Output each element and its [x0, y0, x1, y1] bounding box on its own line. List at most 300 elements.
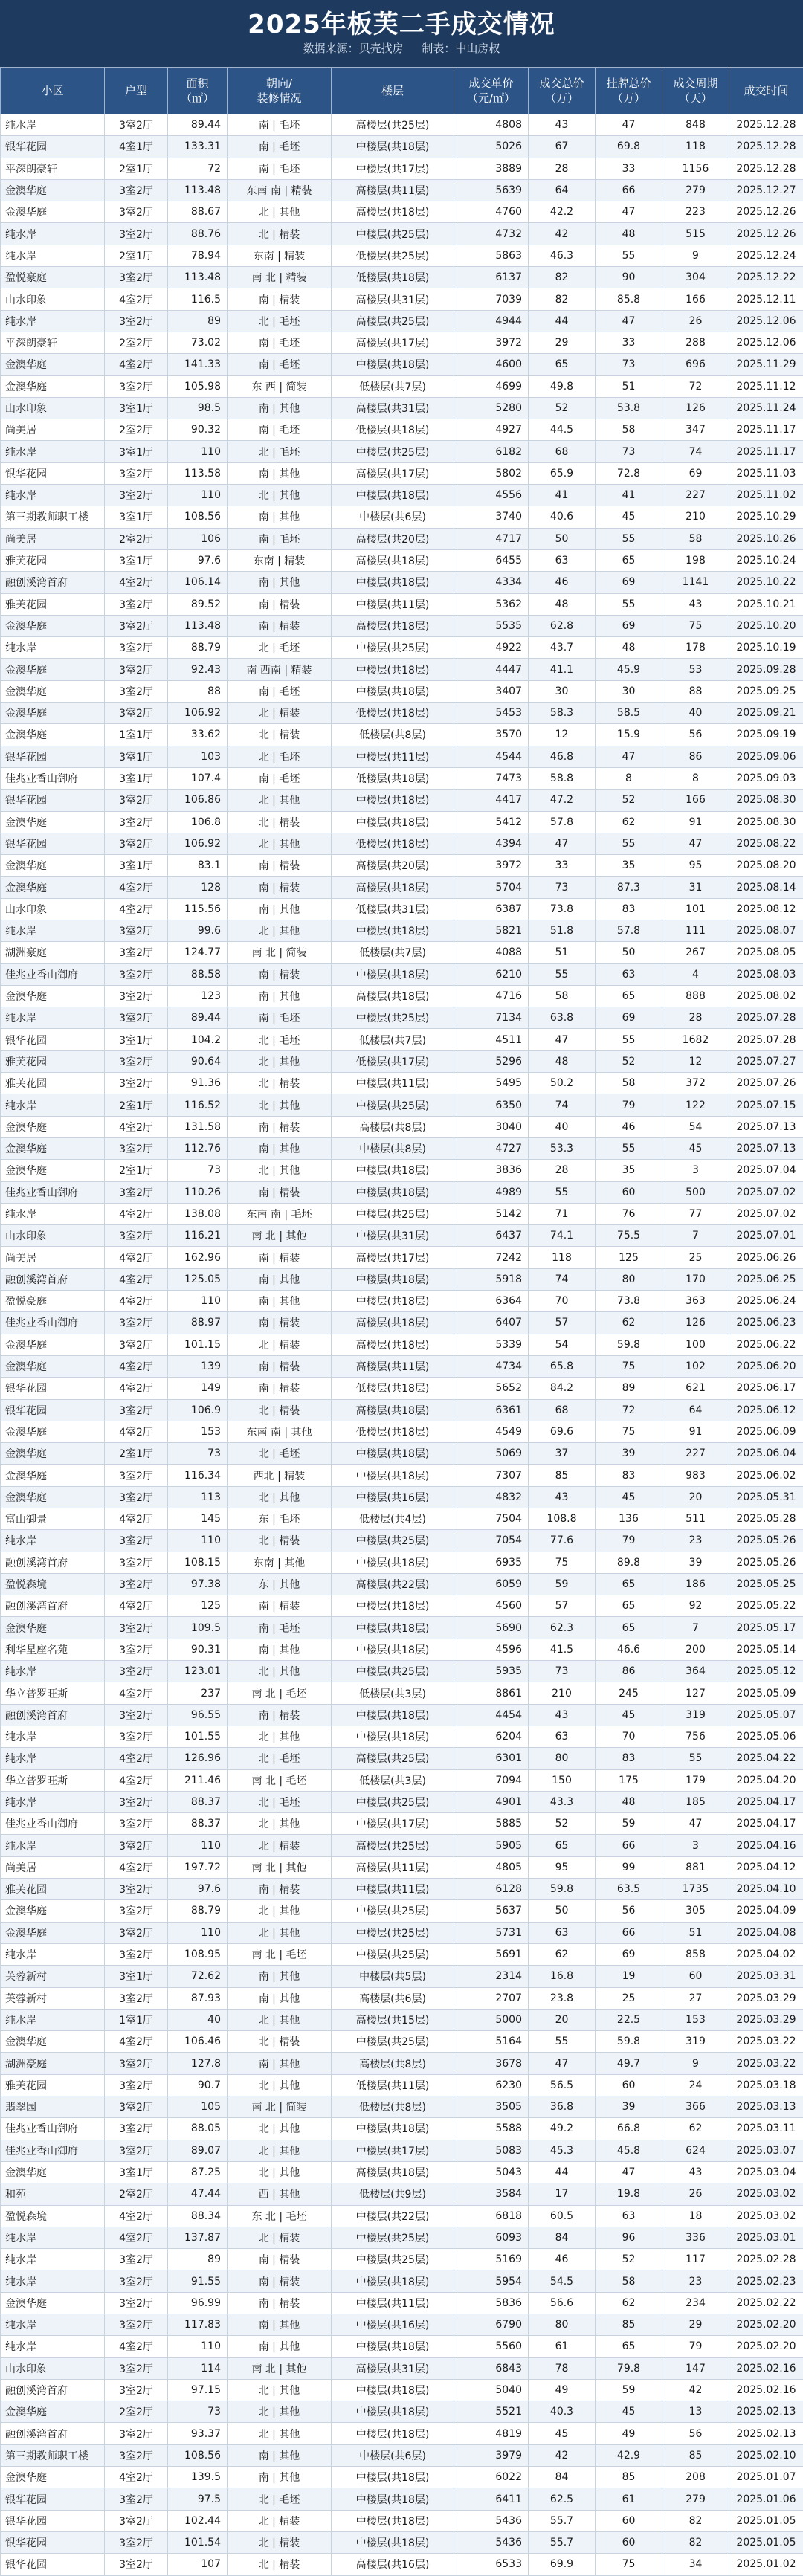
- cell-list-price: 75.5: [596, 1225, 662, 1247]
- cell-deal-price: 82: [529, 267, 596, 288]
- cell-unit-price: 2707: [454, 1987, 529, 2009]
- cell-floor: 高楼层(共18层): [332, 985, 454, 1007]
- cell-orientation: 南 | 毛坯: [228, 1617, 332, 1639]
- cell-deal-price: 51: [529, 942, 596, 963]
- cell-list-price: 75: [596, 1355, 662, 1377]
- cell-orientation: 北 | 毛坯: [228, 1791, 332, 1812]
- cell-unit-price: 5863: [454, 245, 529, 266]
- cell-date: 2025.04.02: [729, 1943, 803, 1965]
- cell-community: 纯水岸: [1, 2336, 105, 2357]
- cell-unit-price: 5954: [454, 2270, 529, 2292]
- table-row: [1, 310, 803, 332]
- cell-unit-price: 4394: [454, 833, 529, 854]
- cell-deal-price: 28: [529, 1160, 596, 1181]
- cell-date: 2025.05.14: [729, 1639, 803, 1660]
- cell-community: 第三期教师职工楼: [1, 2444, 105, 2466]
- cell-deal-price: 43: [529, 1486, 596, 1508]
- cell-cycle: 45: [662, 1137, 729, 1159]
- cell-list-price: 52: [596, 790, 662, 811]
- cell-orientation: 东南 南 | 其他: [228, 1421, 332, 1442]
- cell-list-price: 66: [596, 1922, 662, 1943]
- cell-area: 89: [168, 310, 228, 332]
- cell-cycle: 126: [662, 397, 729, 419]
- cell-layout: 2室2厅: [105, 419, 168, 441]
- cell-layout: 3室2厅: [105, 1225, 168, 1247]
- cell-orientation: 南 | 其他: [228, 2314, 332, 2335]
- cell-floor: 中楼层(共6层): [332, 506, 454, 528]
- cell-orientation: 西北 | 精装: [228, 1465, 332, 1486]
- cell-floor: 中楼层(共17层): [332, 1813, 454, 1835]
- cell-floor: 中楼层(共18层): [332, 136, 454, 158]
- cell-cycle: 51: [662, 1922, 729, 1943]
- table-row: [1, 375, 803, 397]
- cell-layout: 3室1厅: [105, 397, 168, 419]
- cell-orientation: 南 | 其他: [228, 2444, 332, 2466]
- cell-list-price: 45: [596, 506, 662, 528]
- cell-area: 108.95: [168, 1943, 228, 1965]
- cell-layout: 4室2厅: [105, 2031, 168, 2053]
- cell-area: 110: [168, 441, 228, 462]
- cell-date: 2025.08.20: [729, 855, 803, 877]
- cell-area: 33.62: [168, 724, 228, 746]
- cell-unit-price: 6364: [454, 1291, 529, 1312]
- cell-orientation: 北 | 精装: [228, 223, 332, 245]
- cell-layout: 3室2厅: [105, 267, 168, 288]
- cell-deal-price: 80: [529, 2314, 596, 2335]
- cell-deal-price: 45: [529, 2423, 596, 2444]
- table-row: [1, 114, 803, 136]
- cell-layout: 3室2厅: [105, 1552, 168, 1573]
- cell-list-price: 66: [596, 1835, 662, 1856]
- cell-date: 2025.11.24: [729, 397, 803, 419]
- cell-floor: 低楼层(共8层): [332, 2096, 454, 2118]
- cell-orientation: 北 | 精装: [228, 2554, 332, 2575]
- cell-date: 2025.03.22: [729, 2031, 803, 2053]
- table-row: [1, 659, 803, 680]
- cell-deal-price: 55: [529, 1181, 596, 1203]
- cell-orientation: 北 | 其他: [228, 1050, 332, 1072]
- cell-list-price: 35: [596, 1160, 662, 1181]
- cell-floor: 低楼层(共31层): [332, 898, 454, 920]
- subtitle: [0, 40, 803, 57]
- table-row: [1, 572, 803, 593]
- cell-floor: 低楼层(共25层): [332, 245, 454, 266]
- cell-orientation: 南 | 精装: [228, 1312, 332, 1334]
- table-row: [1, 1355, 803, 1377]
- cell-orientation: 南 北 | 简装: [228, 942, 332, 963]
- cell-community: 金澳华庭: [1, 201, 105, 223]
- cell-date: 2025.02.10: [729, 2444, 803, 2466]
- table-row: [1, 1900, 803, 1922]
- cell-date: 2025.06.02: [729, 1465, 803, 1486]
- cell-deal-price: 51.8: [529, 920, 596, 941]
- col-header-date: 成交时间: [729, 68, 803, 114]
- cell-orientation: 北 | 毛坯: [228, 1443, 332, 1465]
- cell-area: 88.79: [168, 637, 228, 659]
- cell-cycle: 91: [662, 1421, 729, 1442]
- cell-list-price: 15.9: [596, 724, 662, 746]
- cell-unit-price: 4088: [454, 942, 529, 963]
- cell-deal-price: 118: [529, 1247, 596, 1268]
- cell-layout: 4室2厅: [105, 1682, 168, 1704]
- cell-layout: 3室2厅: [105, 1073, 168, 1094]
- cell-cycle: 1735: [662, 1879, 729, 1900]
- cell-cycle: 7: [662, 1617, 729, 1639]
- cell-unit-price: 5043: [454, 2161, 529, 2183]
- cell-layout: 3室1厅: [105, 2161, 168, 2183]
- cell-date: 2025.07.28: [729, 1007, 803, 1029]
- cell-orientation: 南 | 精装: [228, 877, 332, 898]
- cell-date: 2025.11.12: [729, 375, 803, 397]
- cell-orientation: 北 | 毛坯: [228, 2488, 332, 2510]
- cell-community: 纯水岸: [1, 245, 105, 266]
- cell-date: 2025.02.13: [729, 2423, 803, 2444]
- cell-list-price: 62: [596, 811, 662, 833]
- cell-cycle: 79: [662, 2336, 729, 2357]
- cell-area: 145: [168, 1508, 228, 1530]
- cell-community: 第三期教师职工楼: [1, 506, 105, 528]
- cell-deal-price: 77.6: [529, 1530, 596, 1552]
- cell-deal-price: 42: [529, 223, 596, 245]
- cell-area: 110: [168, 2336, 228, 2357]
- cell-deal-price: 71: [529, 1203, 596, 1224]
- table-row: [1, 179, 803, 201]
- cell-community: 纯水岸: [1, 223, 105, 245]
- cell-orientation: 北 | 精装: [228, 1334, 332, 1355]
- cell-list-price: 90: [596, 267, 662, 288]
- cell-floor: 高楼层(共25层): [332, 1835, 454, 1856]
- cell-floor: 中楼层(共25层): [332, 1900, 454, 1922]
- cell-community: 银华花园: [1, 136, 105, 158]
- cell-floor: 低楼层(共7层): [332, 1029, 454, 1050]
- cell-unit-price: 5026: [454, 136, 529, 158]
- cell-floor: 中楼层(共18层): [332, 1595, 454, 1617]
- cell-deal-price: 65: [529, 354, 596, 375]
- cell-floor: 高楼层(共31层): [332, 397, 454, 419]
- cell-unit-price: 5637: [454, 1900, 529, 1922]
- cell-list-price: 63: [596, 2205, 662, 2227]
- cell-cycle: 1141: [662, 572, 729, 593]
- cell-deal-price: 41: [529, 485, 596, 506]
- cell-floor: 高楼层(共20层): [332, 528, 454, 549]
- cell-deal-price: 48: [529, 593, 596, 615]
- cell-layout: 2室1厅: [105, 158, 168, 179]
- cell-layout: 3室2厅: [105, 310, 168, 332]
- table-row: [1, 354, 803, 375]
- cell-community: 纯水岸: [1, 2227, 105, 2248]
- cell-date: 2025.05.28: [729, 1508, 803, 1530]
- table-row: [1, 419, 803, 441]
- cell-layout: 4室2厅: [105, 1355, 168, 1377]
- cell-deal-price: 56.6: [529, 2292, 596, 2314]
- cell-orientation: 南 | 毛坯: [228, 354, 332, 375]
- cell-date: 2025.11.03: [729, 462, 803, 484]
- col-header-floor: 楼层: [332, 68, 454, 114]
- cell-community: 金澳华庭: [1, 179, 105, 201]
- cell-unit-price: 4596: [454, 1639, 529, 1660]
- cell-area: 97.6: [168, 549, 228, 571]
- cell-cycle: 1156: [662, 158, 729, 179]
- cell-cycle: 25: [662, 1247, 729, 1268]
- cell-cycle: 3: [662, 1160, 729, 1181]
- cell-orientation: 南 | 精装: [228, 1879, 332, 1900]
- cell-layout: 3室2厅: [105, 659, 168, 680]
- cell-unit-price: 4447: [454, 659, 529, 680]
- cell-orientation: 北 | 毛坯: [228, 1029, 332, 1050]
- cell-deal-price: 45.3: [529, 2140, 596, 2161]
- cell-community: 纯水岸: [1, 441, 105, 462]
- cell-orientation: 北 | 毛坯: [228, 746, 332, 767]
- cell-date: 2025.09.25: [729, 680, 803, 702]
- cell-deal-price: 43: [529, 114, 596, 136]
- cell-unit-price: 6407: [454, 1312, 529, 1334]
- cell-unit-price: 4511: [454, 1029, 529, 1050]
- cell-orientation: 南 | 其他: [228, 462, 332, 484]
- cell-unit-price: 4805: [454, 1856, 529, 1878]
- cell-unit-price: 5436: [454, 2531, 529, 2553]
- cell-unit-price: 5453: [454, 703, 529, 724]
- cell-date: 2025.06.09: [729, 1421, 803, 1442]
- cell-list-price: 55: [596, 1029, 662, 1050]
- cell-cycle: 86: [662, 746, 729, 767]
- cell-list-price: 72.8: [596, 462, 662, 484]
- cell-list-price: 51: [596, 375, 662, 397]
- table-row: [1, 2510, 803, 2531]
- cell-list-price: 52: [596, 2249, 662, 2270]
- table-row: [1, 1225, 803, 1247]
- cell-layout: 2室2厅: [105, 2183, 168, 2205]
- cell-date: 2025.01.06: [729, 2488, 803, 2510]
- cell-area: 126.96: [168, 1748, 228, 1769]
- cell-area: 83.1: [168, 855, 228, 877]
- cell-layout: 3室2厅: [105, 811, 168, 833]
- cell-date: 2025.08.03: [729, 963, 803, 985]
- table-row: [1, 223, 803, 245]
- cell-area: 113.58: [168, 462, 228, 484]
- cell-date: 2025.11.29: [729, 354, 803, 375]
- cell-floor: 中楼层(共18层): [332, 354, 454, 375]
- cell-layout: 4室2厅: [105, 1769, 168, 1791]
- cell-community: 尚美居: [1, 1247, 105, 1268]
- cell-community: 佳兆业香山御府: [1, 2118, 105, 2140]
- cell-orientation: 北 | 其他: [228, 2401, 332, 2423]
- cell-deal-price: 49: [529, 2379, 596, 2401]
- cell-layout: 3室2厅: [105, 1726, 168, 1747]
- cell-orientation: 北 | 其他: [228, 790, 332, 811]
- cell-layout: 4室2厅: [105, 1291, 168, 1312]
- cell-list-price: 73: [596, 354, 662, 375]
- cell-date: 2025.06.24: [729, 1291, 803, 1312]
- cell-cycle: 515: [662, 223, 729, 245]
- cell-layout: 4室2厅: [105, 2205, 168, 2227]
- cell-layout: 4室2厅: [105, 1595, 168, 1617]
- cell-date: 2025.06.04: [729, 1443, 803, 1465]
- cell-unit-price: 4832: [454, 1486, 529, 1508]
- cell-orientation: 南 北 | 毛坯: [228, 1769, 332, 1791]
- cell-list-price: 65: [596, 1617, 662, 1639]
- cell-list-price: 63: [596, 963, 662, 985]
- cell-area: 139.5: [168, 2467, 228, 2488]
- cell-deal-price: 43: [529, 1704, 596, 1726]
- cell-floor: 中楼层(共25层): [332, 2031, 454, 2053]
- cell-list-price: 65: [596, 1573, 662, 1595]
- cell-floor: 中楼层(共18层): [332, 811, 454, 833]
- cell-deal-price: 84: [529, 2227, 596, 2248]
- cell-layout: 4室2厅: [105, 1856, 168, 1878]
- table-row: [1, 680, 803, 702]
- cell-area: 88.67: [168, 201, 228, 223]
- cell-community: 金澳华庭: [1, 354, 105, 375]
- cell-deal-price: 44.5: [529, 419, 596, 441]
- cell-unit-price: 4600: [454, 354, 529, 375]
- cell-area: 87.25: [168, 2161, 228, 2183]
- cell-floor: 高楼层(共22层): [332, 1573, 454, 1595]
- cell-floor: 低楼层(共18层): [332, 267, 454, 288]
- cell-list-price: 86: [596, 1661, 662, 1682]
- cell-unit-price: 4699: [454, 375, 529, 397]
- cell-date: 2025.03.31: [729, 1966, 803, 1987]
- cell-deal-price: 78: [529, 2357, 596, 2379]
- cell-floor: 中楼层(共25层): [332, 223, 454, 245]
- cell-area: 110: [168, 485, 228, 506]
- col-header-layout: 户型: [105, 68, 168, 114]
- cell-date: 2025.06.26: [729, 1247, 803, 1268]
- cell-date: 2025.10.22: [729, 572, 803, 593]
- cell-list-price: 55: [596, 593, 662, 615]
- cell-community: 纯水岸: [1, 637, 105, 659]
- cell-unit-price: 5040: [454, 2379, 529, 2401]
- cell-list-price: 50: [596, 942, 662, 963]
- cell-orientation: 南 | 毛坯: [228, 158, 332, 179]
- cell-deal-price: 50: [529, 528, 596, 549]
- table-row: [1, 767, 803, 789]
- cell-area: 97.15: [168, 2379, 228, 2401]
- cell-date: 2025.03.13: [729, 2096, 803, 2118]
- cell-unit-price: 6022: [454, 2467, 529, 2488]
- cell-deal-price: 74: [529, 1094, 596, 1116]
- cell-date: 2025.11.02: [729, 485, 803, 506]
- cell-date: 2025.05.07: [729, 1704, 803, 1726]
- cell-area: 106.86: [168, 790, 228, 811]
- cell-floor: 中楼层(共25层): [332, 1530, 454, 1552]
- table-row: [1, 1813, 803, 1835]
- cell-area: 211.46: [168, 1769, 228, 1791]
- cell-community: 纯水岸: [1, 1007, 105, 1029]
- cell-unit-price: 5296: [454, 1050, 529, 1072]
- cell-deal-price: 68: [529, 441, 596, 462]
- cell-unit-price: 3505: [454, 2096, 529, 2118]
- cell-unit-price: 6204: [454, 1726, 529, 1747]
- cell-community: 富山御景: [1, 1508, 105, 1530]
- cell-floor: 中楼层(共17层): [332, 158, 454, 179]
- table-row: [1, 1856, 803, 1878]
- cell-area: 91.55: [168, 2270, 228, 2292]
- cell-area: 110: [168, 1530, 228, 1552]
- cell-date: 2025.04.16: [729, 1835, 803, 1856]
- cell-list-price: 80: [596, 1268, 662, 1290]
- cell-orientation: 南 西南 | 精装: [228, 659, 332, 680]
- cell-layout: 2室2厅: [105, 2401, 168, 2423]
- cell-floor: 高楼层(共25层): [332, 114, 454, 136]
- cell-floor: 低楼层(共3层): [332, 1682, 454, 1704]
- header: [0, 0, 803, 67]
- table-row: [1, 1378, 803, 1399]
- cell-cycle: 696: [662, 354, 729, 375]
- cell-layout: 3室2厅: [105, 963, 168, 985]
- cell-list-price: 65: [596, 985, 662, 1007]
- cell-date: 2025.12.06: [729, 310, 803, 332]
- cell-orientation: 北 | 其他: [228, 1160, 332, 1181]
- table-row: [1, 1661, 803, 1682]
- cell-date: 2025.11.17: [729, 441, 803, 462]
- cell-deal-price: 62.5: [529, 2488, 596, 2510]
- cell-community: 华立普罗旺斯: [1, 1682, 105, 1704]
- cell-date: 2025.05.12: [729, 1661, 803, 1682]
- cell-layout: 3室2厅: [105, 201, 168, 223]
- cell-unit-price: 5885: [454, 1813, 529, 1835]
- cell-deal-price: 40: [529, 1116, 596, 1137]
- cell-unit-price: 6230: [454, 2074, 529, 2096]
- cell-cycle: 319: [662, 2031, 729, 2053]
- cell-unit-price: 5339: [454, 1334, 529, 1355]
- cell-date: 2025.07.27: [729, 1050, 803, 1072]
- table-row: [1, 2531, 803, 2553]
- cell-date: 2025.04.20: [729, 1769, 803, 1791]
- cell-area: 153: [168, 1421, 228, 1442]
- cell-layout: 3室1厅: [105, 746, 168, 767]
- cell-community: 金澳华庭: [1, 1900, 105, 1922]
- cell-list-price: 35: [596, 855, 662, 877]
- cell-list-price: 136: [596, 1508, 662, 1530]
- cell-area: 106.92: [168, 833, 228, 854]
- cell-cycle: 117: [662, 2249, 729, 2270]
- cell-unit-price: 3407: [454, 680, 529, 702]
- cell-deal-price: 46: [529, 572, 596, 593]
- cell-layout: 3室2厅: [105, 1704, 168, 1726]
- cell-deal-price: 61: [529, 2336, 596, 2357]
- cell-list-price: 85: [596, 2467, 662, 2488]
- cell-unit-price: 6210: [454, 963, 529, 985]
- table-row: [1, 1987, 803, 2009]
- cell-date: 2025.01.05: [729, 2531, 803, 2553]
- cell-floor: 低楼层(共3层): [332, 1769, 454, 1791]
- cell-community: 雅芙花园: [1, 1879, 105, 1900]
- cell-date: 2025.12.27: [729, 179, 803, 201]
- cell-area: 108.56: [168, 506, 228, 528]
- cell-orientation: 南 | 其他: [228, 2053, 332, 2074]
- cell-floor: 中楼层(共25层): [332, 1943, 454, 1965]
- cell-community: 湖洲豪庭: [1, 942, 105, 963]
- cell-floor: 中楼层(共18层): [332, 485, 454, 506]
- table-row: [1, 1595, 803, 1617]
- cell-unit-price: 5069: [454, 1443, 529, 1465]
- cell-area: 97.6: [168, 1879, 228, 1900]
- cell-unit-price: 7054: [454, 1530, 529, 1552]
- cell-orientation: 北 | 其他: [228, 833, 332, 854]
- cell-community: 雅芙花园: [1, 549, 105, 571]
- cell-cycle: 31: [662, 877, 729, 898]
- cell-date: 2025.08.02: [729, 985, 803, 1007]
- cell-unit-price: 6387: [454, 898, 529, 920]
- cell-community: 雅芙花园: [1, 1050, 105, 1072]
- table-row: [1, 963, 803, 985]
- cell-date: 2025.07.02: [729, 1181, 803, 1203]
- cell-deal-price: 47.2: [529, 790, 596, 811]
- cell-cycle: 500: [662, 1181, 729, 1203]
- cell-floor: 中楼层(共18层): [332, 1552, 454, 1573]
- cell-area: 124.77: [168, 942, 228, 963]
- cell-list-price: 70: [596, 1726, 662, 1747]
